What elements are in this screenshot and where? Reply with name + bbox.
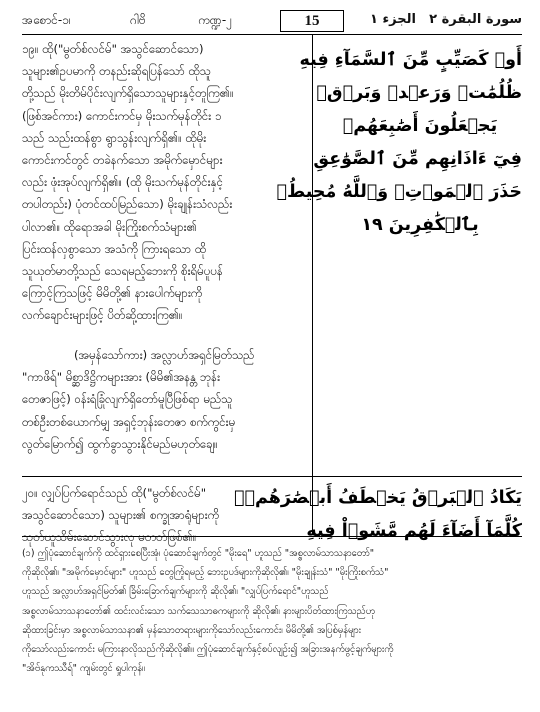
- text-line: (ဖြစ်အင်ကား) ကောင်းကင်မှ မိုးသက်မုန်တိုင်း ၁: [22, 108, 222, 123]
- footnote-line: ကိုသော်လည်းကောင်း မကြားနာလိုသည်ကိုဆိုလို၏။ ဤပုံဆောင်ချက်နှင့်စပ်လျဉ်း၍ အခြားအနက်ဖွင့်ချက်များကို: [22, 644, 394, 656]
- text-line: တပါတည်း) ပုံတင်ထပ်မြည်သော) မိုးချုန်းသံလည်း: [22, 197, 233, 212]
- footnote: [22, 544, 522, 678]
- arabic-line: يَكَادُ ٱلۡبَرۡقُ يَخۡطَفُ أَبۡصَٰرَهُمۡۖ: [234, 488, 522, 508]
- text-line: ကောင်းကင်တွင် တခဲနက်သော အမိုက်မှောင်များ: [22, 153, 223, 168]
- text-line: ပြင်းထန်လှစွာသော အသံကို ကြားရသော ထို: [22, 241, 207, 256]
- page-number: 15: [280, 10, 344, 32]
- text-line: သူယုတ်မာတို့သည် သေရမည့်ဘေးကို စိုးရိမ်ပူပန်: [22, 264, 224, 279]
- header-rule: [22, 34, 522, 35]
- arabic-line: كُلَّمَآ أَضَآءَ لَهُم مَّشَوۡاْ فِيهِ: [306, 521, 522, 541]
- footnote-line: "အိဗ်နုကဿီရ်" ကျမ်းတွင် ရှုပါကုန်။: [22, 663, 145, 675]
- arabic-line: حَذَرَ ٱلۡمَوۡتِۚ وَٱللَّهُ مُحِيطُۢ: [276, 182, 522, 202]
- text-line: သည် သည်းထန်စွာ ရွာသွန်းလျက်ရှိ၏။ ထိုမိုး: [22, 130, 207, 145]
- arabic-line: فِيٓ ءَاذَانِهِم مِّنَ ٱلصَّوَٰعِقِ: [313, 149, 522, 169]
- text-line: ၁၉။ ထို("မွတ်စ်လင်မ်" အသွင်ဆောင်သော): [22, 42, 204, 56]
- section-label: ကဏ္ဍ-၂: [198, 13, 233, 27]
- arabic-verse-20: [234, 482, 522, 548]
- footnote-line: (၁) ဤပုံဆောင်ချက်ကို ထင်ရှားစေပြီးအုံ၊ ပုံဆောင်ချက်တွင် "မိုးရေ" ဟူသည် "အစ္စလာမ်သာသနာတော်": [22, 548, 375, 559]
- column-divider: [312, 34, 313, 534]
- arabic-line: أَوۡ كَصَيِّبٍ مِّنَ ٱلسَّمَآءِ فِيهِ: [299, 50, 522, 70]
- arabic-line: يَجۡعَلُونَ أَصَٰبِعَهُمۡ: [342, 116, 498, 136]
- text-line: ပါလာ၏။ ထိုရောအခါ မိုးကြိုးစက်သံများ၏: [22, 219, 197, 234]
- text-line: လည်း ဖုံးအုပ်လျက်ရှိ၏။ (ထို မိုးသက်မုန်တိုင်းနှင့်: [22, 175, 223, 190]
- text-line: လက်ချောင်းများဖြင့် ပိတ်ဆို့ထားကြ၏။: [22, 308, 183, 323]
- text-line: သူများ၏ဥပမာကို တနည်းဆိုရပြန်သော် ထိုသူ: [22, 64, 211, 79]
- translation-note: [22, 344, 306, 455]
- verse-separator: [22, 476, 522, 477]
- arabic-line: بِٱلۡكَٰفِرِينَ ١٩: [361, 215, 479, 235]
- text-line: တို့သည် မိုးတိမ်ပိုင်းလျက်ရှိသောသူများနှင့်တူကြ၏။: [22, 86, 234, 101]
- footnote-line: အစ္စလာမ်သာသနာတော်၏ ထင်းလင်းသော သက်သေသာဓကများကို ဆိုလို၏၊ နားများပိတ်ထားကြသည်ဟု: [22, 605, 375, 617]
- translation-verse-19: [22, 38, 306, 327]
- arabic-verse-19: [276, 44, 522, 242]
- juz-label: الجزء ١: [370, 12, 416, 27]
- arabic-line: ظُلُمَٰتٞ وَرَعۡدٞ وَبَرۡقٞ: [316, 83, 522, 103]
- text-line: လွတ်မြောက်၍ ထွက်ခွာသွားနိုင်မည်မဟုတ်ချေ။: [22, 436, 218, 451]
- text-line: အသွင်ဆောင်သော) သူများ၏ စက္ခုအာရုံများကို: [22, 508, 220, 523]
- text-line: "ကာဖိရ်" မိစ္ဆာဒိဋ္ဌိကများအား (မိမိ၏အနန္တ ဘုန်း: [22, 370, 221, 385]
- text-line: ကြောင့်ကြသဖြင့် မိမိတို့၏ နားပေါက်များကို: [22, 286, 203, 301]
- footnote-line: ကိုဆိုလို၏၊ "အမိုက်မှောင်များ" ဟူသည် တွေကြုံရမည့် ဘေးဥပဒ်များကိုဆိုလို၏၊ "မိုးချုန်းသံ" "မိုးကြိုးစက်သံ": [22, 567, 389, 579]
- text-line: ၂၀။ လျှပ်ပြက်ရောင်သည် ထို("မွတ်စ်လင်မ်": [22, 486, 207, 500]
- page-header: [22, 10, 522, 32]
- footnote-line: ဆိုထားခြင်းမှာ အစ္စလာမ်သာသနာ၏ မှန်သောတရားများကိုသော်လည်းကောင်း၊ မိမိတို့၏ အပြစ်မှန်များ: [22, 624, 362, 636]
- text-line: တစ်ဦးတစ်ယောက်မျှ အရှင့်ဘုန်းတေဇာ စက်ကွင်းမှ: [22, 414, 236, 429]
- surah-label: سورة البقرة ٢: [429, 12, 522, 27]
- footnote-line: ဟူသည် အလ္လာဟ်အရှင်မြတ်၏ ခြိမ်းခြောက်ချက်များကို ဆိုလို၏၊ "လျှပ်ပြက်ရောင်"ဟူသည်: [22, 586, 329, 598]
- text-line: တေဇာဖြင့်) ဝန်းရံခြုံလျက်ရှိတော်မူပြီဖြစ်ရာ မည်သူ: [22, 392, 233, 407]
- text-line: သုတ်ယူသိမ်းဆောင်သွားလု မတတ်ဖြစ်၏။: [22, 530, 197, 545]
- text-line: (အမှန်သော်ကား) အလ္လာဟ်အရှင်မြတ်သည်: [74, 348, 255, 362]
- part-label: ဂါဗိ: [130, 13, 146, 27]
- volume-label: အစောင်-၁၊: [22, 13, 71, 27]
